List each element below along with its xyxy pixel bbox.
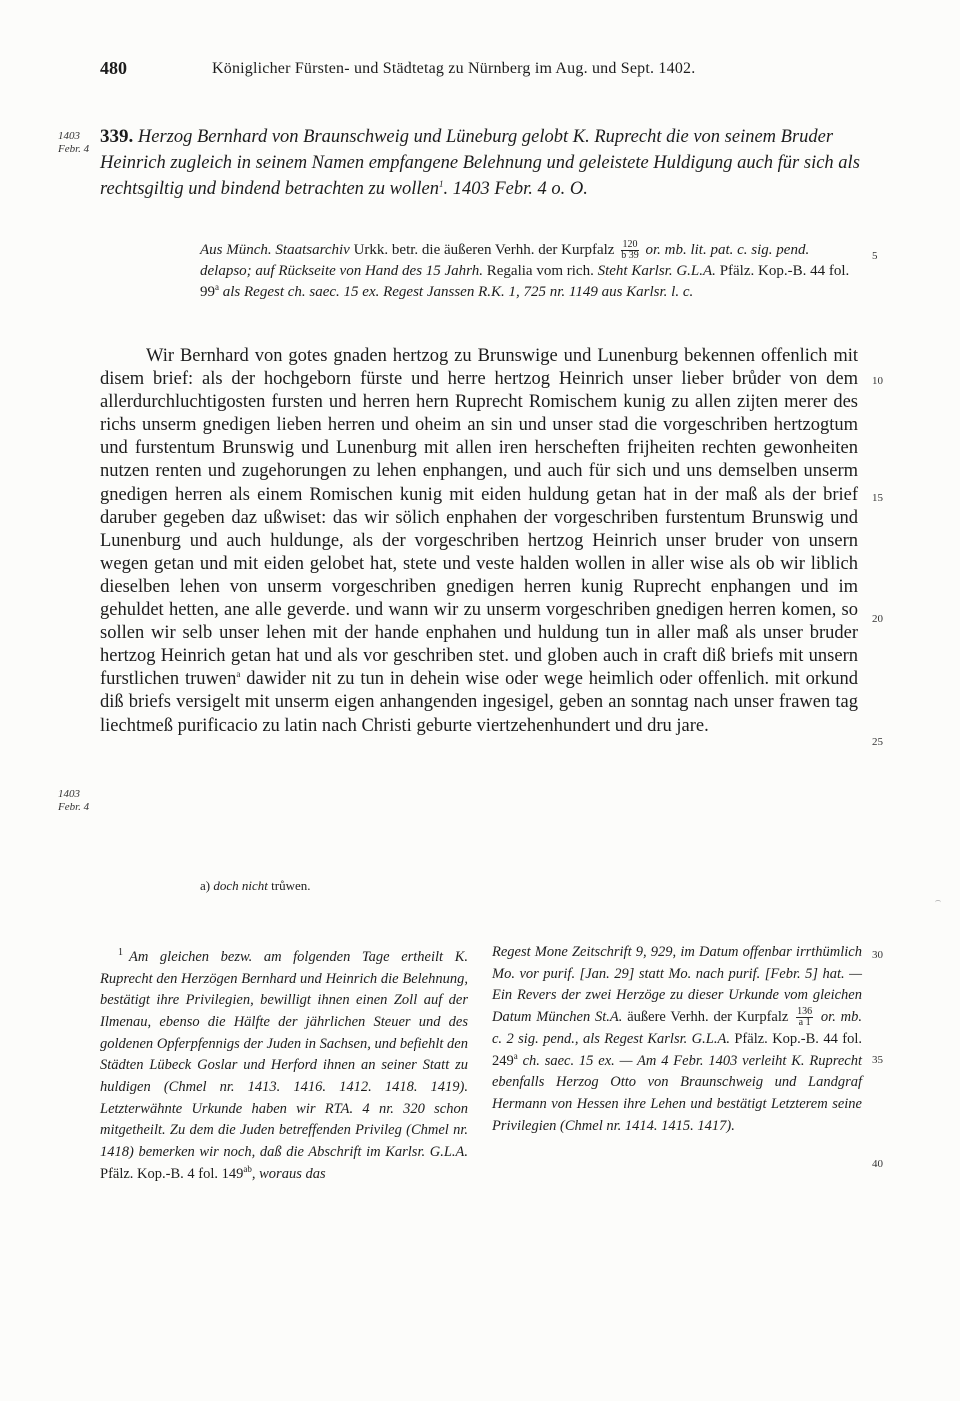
- charter-text-part-2: dawider nit zu tun in dehein wise oder wege heimlich oder offenlich. mit orkund diß briefs versigelt mit unserm eigen anhangenden ingesigel, geben an sonntag nach unser frawen tag liechtmeß purificacio zu latin nach Christi geburte viertzehenhundert und dru jare.: [100, 669, 858, 736]
- charter-footnote-mark: a: [236, 669, 241, 680]
- footnote-right-text-1: Regest Mone Zeitschrift 9, 929, im Datum offenbar irrthümlich Mo. vor purif. [Jan. 29] statt Mo. nach purif. [Febr. 5] hat. — Ein Revers der zwei Herzöge zu dieser Urkunde vom gleichen Datum München St.A.: [492, 944, 862, 1026]
- paper-mark: [935, 900, 941, 905]
- margin-date-bottom: [58, 788, 89, 814]
- footnote-1-text: Am gleichen bezw. am folgenden Tage ertheilt K. Ruprecht den Herzögen Bernhard und Heinrich die Belehnung, bestätigt ihre Privilegien, bewilligt ihnen einen Zoll auf der Ilmenau, ebenso die Hälfte der jährlichen Steuer und des goldenen Opferpfennigs der Juden in Sachsen, und befiehlt den Städten Lübeck Goslar und Herford ihnen an seiner Statt zu huldigen (Chmel nr. 1413. 1416. 1412. 1418. 1419). Letzterwähnte Urkunde haben wir RTA. 4 nr. 320 schon mitgetheilt. Zu dem die Juden betreffenden Privileg (Chmel nr. 1418) bemerken wir noch, daß die Abschrift im Karlsr. G.L.A.: [100, 948, 468, 1161]
- document-title: Herzog Bernhard von Braunschweig und Lüneburg gelobt K. Ruprecht die von seinem Bruder Heinrich zugleich in seinem Namen empfangene Belehnung und geleistete Huldigung auch für sich als rechtsgiltig und bindend betrachten zu wollen: [100, 127, 860, 199]
- document-heading: [100, 124, 860, 202]
- document-text: [100, 345, 858, 738]
- line-number: 10: [872, 375, 883, 387]
- text-footnote-plain: trůwen.: [267, 878, 311, 893]
- footnote-1-cont: [492, 942, 862, 1137]
- footnote-right-sup: a: [513, 1050, 518, 1061]
- margin-date-top: [58, 130, 89, 156]
- footnote-1-continuation: , woraus das: [251, 1165, 326, 1182]
- line-number: 25: [872, 736, 883, 748]
- source-copy-ref: Pfälz. Kop.-B. 44 fol. 99: [200, 263, 850, 301]
- line-number: 35: [872, 1054, 883, 1066]
- source-endorsement: Regalia vom rich.: [483, 263, 598, 280]
- line-number: 20: [872, 613, 883, 625]
- footnote-right-text-4: Pfälz. Kop.-B. 44 fol. 249: [492, 1030, 862, 1069]
- text-footnote: [200, 878, 310, 894]
- footnote-column-right: [492, 942, 862, 1137]
- line-number: 30: [872, 949, 883, 961]
- margin-date-top-year: 1403: [58, 130, 80, 142]
- source-regest: als Regest ch. saec. 15 ex. Regest Janssen R.K. 1, 725 nr. 1149 aus Karlsr. l. c.: [219, 284, 694, 301]
- source-note: [200, 240, 860, 303]
- charter-text-part-1: Wir Bernhard von gotes gnaden hertzog zu Brunswige und Lunenburg bekennen offenlich mit disem brief: als der hochgeborn fürste und herre hertzog Heinrich unser lieber brůder von dem allerdurchluchtigosten fursten und herren hern Ruprecht Romischem kunig zu allen zijten merer des richs unserm gnedigen lieben herren und oheim an sin und unser stad die vorgeschriben hertzogtum und furstentum Brunswig und Lunenburg mit allen iren herscheften frijheiten rechten gewonheiten nutzen renten und zugehorungen zu lehen enphangen, und auch für sich und uns demselben unserm gnedigen herren als einem Romischen kunig mit eiden huldung getan hat in der maß als der brief daruber gegeben daz ußwiset: das wir sölich enphahen der vorgeschriben furstentum Brunswig und Lunenburg und auch huldunge, als der vorgeschriben hertzog Heinrich unser bruder von unsern wegen getan und mit eiden gelobet hat, stete und veste halden wollen in aller wise als ob wir liblich dieselben lehen von unserm vorgeschriben gnedigen herren kunig Ruprecht enphangen und im gehuldet hetten, ane alle geverde. und wann wir zu unserm vorgeschriben gnedigen herren komen, so sollen wir selb unser lehen mit der hande enphahen und huldung tun in aller maß als unser bruder hertzog Heinrich getan hat und als vor geschriben stet. und globen auch in craft diß briefs mit unsern furstlichen truwen: [100, 346, 858, 690]
- footnote-right-text-3: or. mb. c. 2 sig. pend., als Regest Karlsr. G.L.A.: [492, 1009, 862, 1047]
- line-number: 5: [872, 250, 878, 262]
- margin-date-top-day: Febr. 4: [58, 143, 90, 155]
- document-number: 339.: [100, 126, 134, 147]
- footnote-right-text-5: ch. saec. 15 ex. — Am 4 Febr. 1403 verleiht K. Ruprecht ebenfalls Herzog Otto von Braunschweig und Landgraf Hermann von Hessen ihre Lehen und bestätigt Letzterem seine Privilegien (Chmel nr. 1414. 1415. 1417).: [492, 1052, 862, 1134]
- footnote-1: [100, 942, 468, 1186]
- margin-date-bottom-year: 1403: [58, 788, 80, 800]
- footnote-right-text-2: äußere Verhh. der Kurpfalz: [622, 1009, 794, 1026]
- footnote-1-mark: 1: [118, 947, 123, 958]
- running-title: Königlicher Fürsten- und Städtetag zu Nürnberg im Aug. und Sept. 1402.: [212, 60, 696, 77]
- source-fraction-top: 120: [622, 239, 638, 251]
- title-footnote-mark: 1: [438, 178, 444, 189]
- footnote-fraction-bottom: a 1: [798, 1017, 811, 1029]
- margin-date-bottom-day: Febr. 4: [58, 801, 90, 813]
- document-date: . 1403 Febr. 4 o. O.: [443, 179, 588, 199]
- page-number: 480: [100, 58, 127, 78]
- line-number: 40: [872, 1158, 883, 1170]
- footnote-fraction-top: 136: [797, 1006, 813, 1018]
- footnote-1-sup: ab: [243, 1164, 252, 1175]
- source-description: or. mb. lit. pat. c. sig. pend. delapso; auf Rückseite von Hand des 15 Jahrh.: [200, 242, 810, 280]
- text-footnote-label: a): [200, 878, 211, 893]
- line-number: 15: [872, 492, 883, 504]
- source-fraction: [621, 240, 639, 261]
- source-archive: Aus Münch. Staatsarchiv: [200, 242, 350, 258]
- source-copy-sup: a: [215, 282, 219, 293]
- footnote-column-left: [100, 942, 468, 1186]
- source-collection: Urkk. betr. die äußeren Verhh. der Kurpfalz: [349, 242, 619, 258]
- footnote-1-ref: Pfälz. Kop.-B. 4 fol. 149: [100, 1165, 244, 1182]
- charter-paragraph: [100, 345, 858, 738]
- source-fraction-bottom: b 39: [621, 250, 639, 262]
- footnote-fraction: [796, 1007, 813, 1028]
- line-numbers: [872, 0, 892, 1401]
- source-copy: Steht Karlsr. G.L.A.: [597, 263, 716, 280]
- text-footnote-italic: doch nicht: [213, 878, 268, 893]
